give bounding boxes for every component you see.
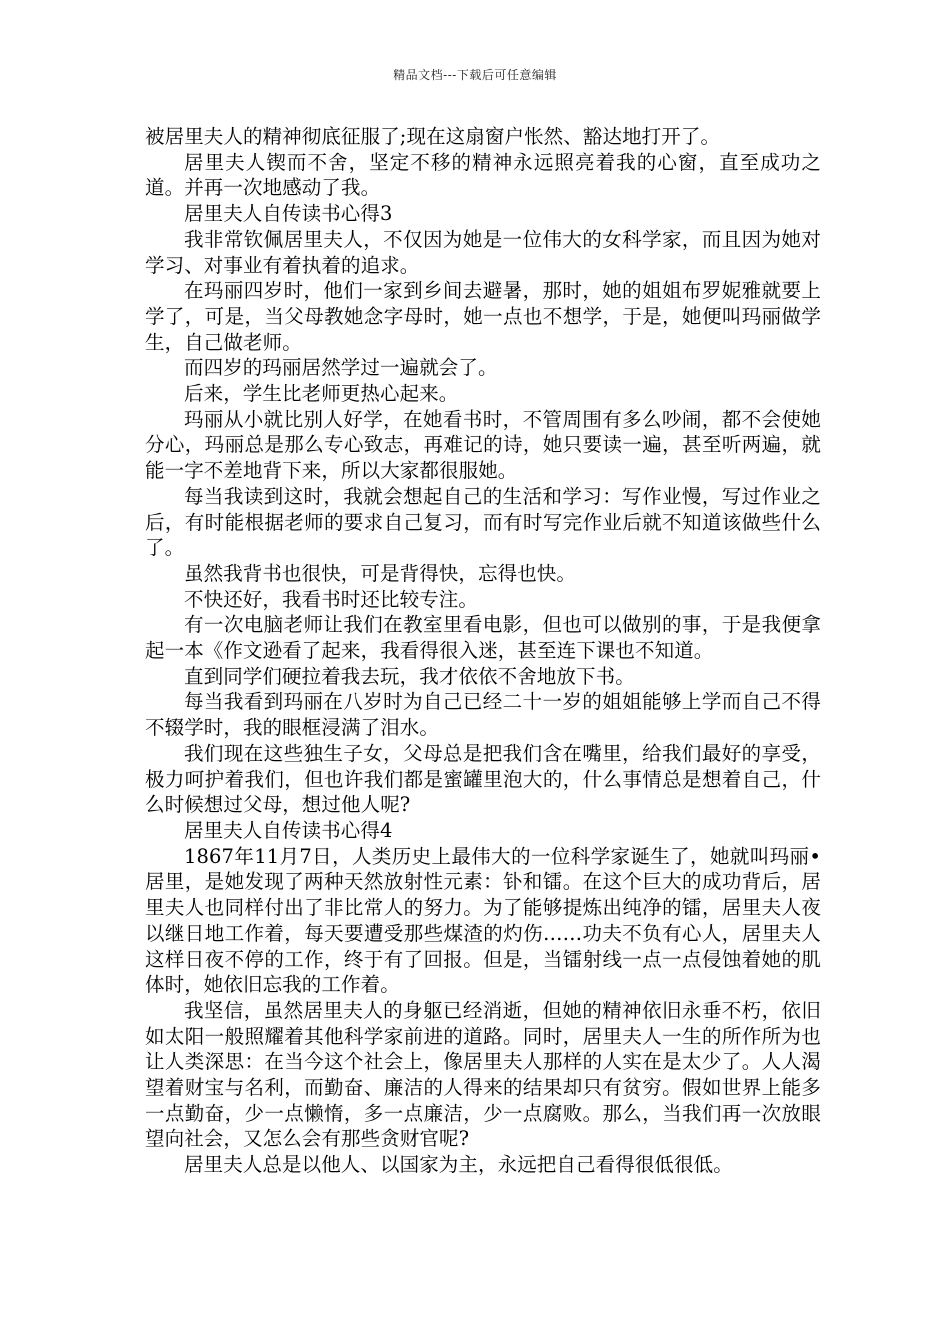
paragraph: 玛丽从小就比别人好学，在她看书时，不管周围有多么吵闹，都不会使她分心，玛丽总是那么专心致志，再难记的诗，她只要读一遍，甚至听两遍，就能一字不差地背下来，所以大家都很服她。 [145, 407, 821, 483]
page-header: 精品文档---下载后可任意编辑 [393, 68, 557, 82]
paragraph: 每当我读到这时，我就会想起自己的生活和学习：写作业慢，写过作业之后，有时能根据老师的要求自己复习，而有时写完作业后就不知道该做些什么了。 [145, 484, 821, 560]
paragraph: 不快还好，我看书时还比较专注。 [184, 587, 479, 611]
paragraph: 有一次电脑老师让我们在教室里看电影，但也可以做别的事，于是我便拿起一本《作文逊看了起来，我看得很入迷，甚至连下课也不知道。 [145, 613, 821, 663]
paragraph: 1867年11月7日，人类历史上最伟大的一位科学家诞生了，她就叫玛丽•居里，是她发现了两种天然放射性元素：钋和镭。在这个巨大的成功背后，居里夫人也同样付出了非比常人的努力。为了能够提炼出纯净的镭，居里夫人夜以继日地工作着，每天要遭受那些煤渣的灼伤……功夫不负有心人，居里夫人这样日夜不停的工作，终于有了回报。但是，当镭射线一点一点侵蚀着她的肌体时，她依旧忘我的工作着。 [145, 844, 821, 997]
paragraph: 而四岁的玛丽居然学过一遍就会了。 [184, 356, 498, 380]
paragraph: 居里夫人锲而不舍，坚定不移的精神永远照亮着我的心窗，直至成功之道。并再一次地感动了我。 [145, 150, 821, 200]
paragraph: 每当我看到玛丽在八岁时为自己已经二十一岁的姐姐能够上学而自己不得不辍学时，我的眼框浸满了泪水。 [145, 690, 821, 740]
section-heading-3: 居里夫人自传读书心得3 [184, 202, 393, 226]
section-heading-4: 居里夫人自传读书心得4 [184, 818, 393, 842]
paragraph: 我们现在这些独生子女，父母总是把我们含在嘴里，给我们最好的享受，极力呵护着我们，但也许我们都是蜜罐里泡大的，什么事情总是想着自己，什么时候想过父母，想过他人呢? [145, 741, 821, 817]
paragraph: 虽然我背书也很快，可是背得快，忘得也快。 [184, 561, 577, 585]
paragraph: 居里夫人总是以他人、以国家为主，永远把自己看得很低很低。 [184, 1153, 733, 1177]
paragraph: 我坚信，虽然居里夫人的身躯已经消逝，但她的精神依旧永垂不朽，依旧如太阳一般照耀着其他科学家前进的道路。同时，居里夫人一生的所作所为也让人类深思：在当今这个社会上，像居里夫人那样的人实在是太少了。人人渴望着财宝与名利，而勤奋、廉洁的人得来的结果却只有贫穷。假如世界上能多一点勤奋，少一点懒惰，多一点廉洁，少一点腐败。那么，当我们再一次放眼望向社会，又怎么会有那些贪财官呢? [145, 998, 821, 1151]
paragraph: 我非常钦佩居里夫人，不仅因为她是一位伟大的女科学家，而且因为她对学习、对事业有着执着的追求。 [145, 227, 821, 277]
paragraph: 后来，学生比老师更热心起来。 [184, 382, 459, 406]
paragraph: 直到同学们硬拉着我去玩，我才依依不舍地放下书。 [184, 664, 635, 688]
paragraph-continuation: 被居里夫人的精神彻底征服了;现在这扇窗户怅然、豁达地打开了。 [145, 125, 721, 148]
paragraph: 在玛丽四岁时，他们一家到乡间去避暑，那时，她的姐姐布罗妮雅就要上学了，可是，当父母教她念字母时，她一点也不想学，于是，她便叫玛丽做学生，自己做老师。 [145, 279, 821, 354]
document-body [145, 124, 821, 1178]
